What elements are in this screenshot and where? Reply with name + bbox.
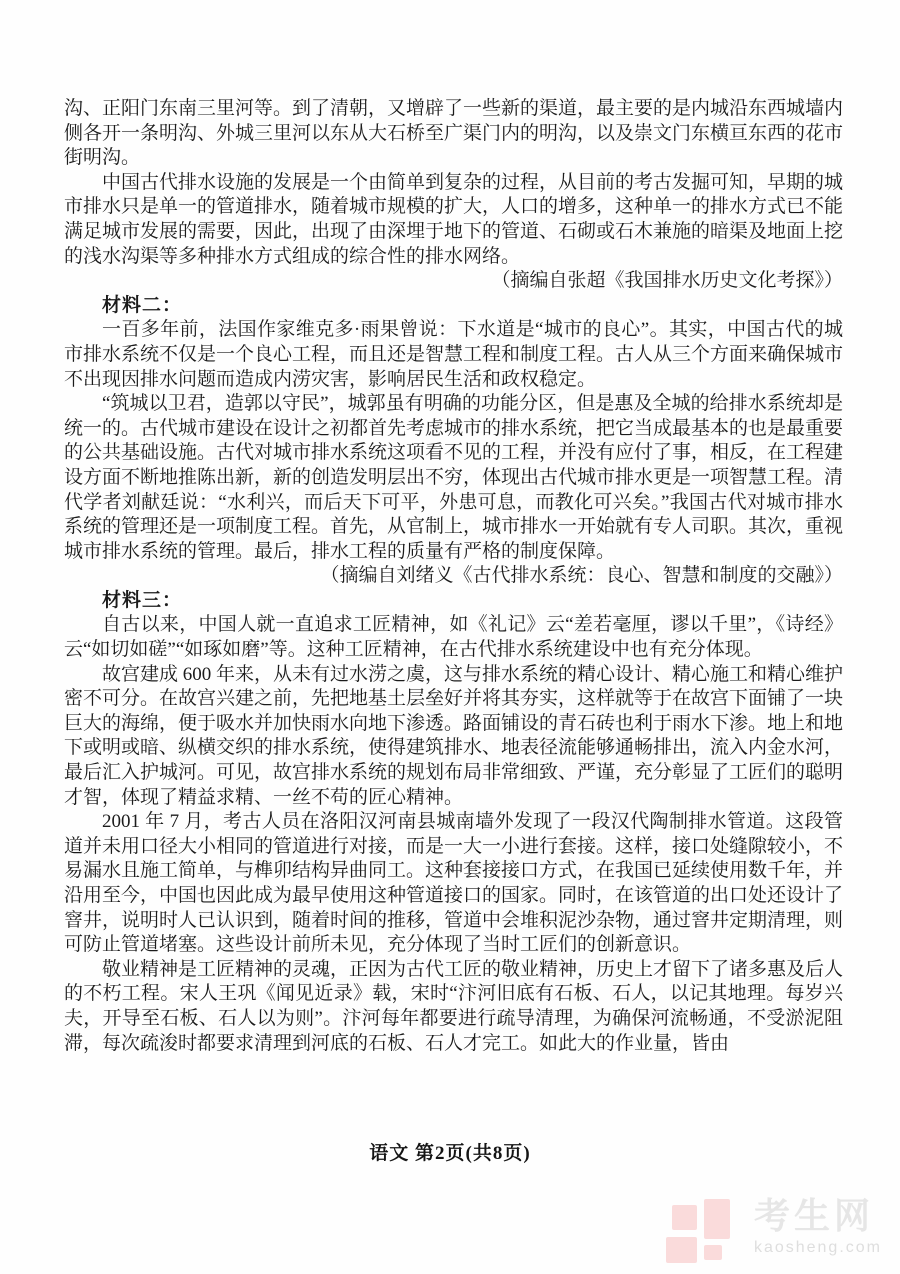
paragraph-material2-1: 一百多年前，法国作家维克多·雨果曾说：下水道是“城市的良心”。其实，中国古代的城市排水系统不仅是一个良心工程，而且还是智慧工程和制度工程。古人从三个方面来确保城市不出现因排水问题而造成内涝灾害，影响居民生活和政权稳定。 (64, 319, 844, 390)
material-3-heading: 材料三： (102, 589, 183, 611)
paragraph-continuation: 沟、正阳门东南三里河等。到了清朝，又增辟了一些新的渠道，最主要的是内城沿东西城墙内侧各开一条明沟、外城三里河以东从大石桥至广渠门内的明沟，以及崇文门东横亘东西的花市街明沟。 (64, 98, 844, 169)
watermark-site-url: kaosheng.com (753, 1239, 882, 1256)
paragraph-material3-4: 敬业精神是工匠精神的灵魂，正因为古代工匠的敬业精神，历史上才留下了诸多惠及后人的不朽工程。宋人王巩《闻见近录》载，宋时“汴河旧底有石板、石人，以记其地理。每岁兴夫，开导至石板、石人以为则”。汴河每年都要进行疏导清理，为确保河流畅通，不受淤泥阻滞，每次疏浚时都要求清理到河底的石板、石人才完工。如此大的作业量，皆由 (64, 958, 844, 1054)
watermark-site-name: 考生网 (753, 1195, 874, 1236)
source-attribution-1: （摘编自张超《我国排水历史文化考探》） (491, 270, 843, 292)
document-body (64, 97, 843, 1056)
kaosheng-logo-icon (664, 1198, 744, 1264)
paragraph-material3-1: 自古以来，中国人就一直追求工匠精神，如《礼记》云“差若毫厘，谬以千里”，《诗经》云“如切如磋”“如琢如磨”等。这种工匠精神，在古代排水系统建设中也有充分体现。 (64, 614, 843, 661)
paragraph-material3-3: 2001 年 7 月，考古人员在洛阳汉河南县城南墙外发现了一段汉代陶制排水管道。这段管道并未用口径大小相同的管道进行对接，而是一大一小进行套接。这样，接口处缝隙较小，不易漏水且施工简单，与榫卯结构异曲同工。这种套接接口方式，在我国已延续使用数千年，并沿用至今，中国也因此成为最早使用这种管道接口的国家。同时，在该管道的出口处还设计了窨井，说明时人已认识到，随着时间的推移，管道中会堆积泥沙杂物，通过窨井定期清理，则可防止管道堵塞。这些设计前所未见，充分体现了当时工匠们的创新意识。 (64, 811, 844, 956)
material-2-heading: 材料二： (102, 294, 183, 316)
watermark-text (753, 1195, 882, 1256)
source-attribution-2: （摘编自刘绪义《古代排水系统：良心、智慧和制度的交融》） (320, 565, 843, 587)
kaosheng-watermark (664, 1195, 882, 1264)
paragraph-material3-2: 故宫建成 600 年来，从未有过水涝之虞，这与排水系统的精心设计、精心施工和精心维护密不可分。在故宫兴建之前，先把地基土层垒好并将其夯实，这样就等于在故宫下面铺了一块巨大的海绵，便于吸水并加快雨水向地下渗透。路面铺设的青石砖也利于雨水下渗。地上和地下或明或暗、纵横交织的排水系统，使得建筑排水、地表径流能够通畅排出，流入内金水河，最后汇入护城河。可见，故宫排水系统的规划布局非常细致、严谨，充分彰显了工匠们的聪明才智，体现了精益求精、一丝不苟的匠心精神。 (64, 663, 844, 808)
paragraph-material1-2: 中国古代排水设施的发展是一个由简单到复杂的过程，从目前的考古发掘可知，早期的城市排水只是单一的管道排水，随着城市规模的扩大，人口的增多，这种单一的排水方式已不能满足城市发展的需要，因此，出现了由深埋于地下的管道、石砌或石木兼施的暗渠及地面上挖的浅水沟渠等多种排水方式组成的综合性的排水网络。 (64, 171, 844, 267)
page-number-footer: 语文 第2页(共8页) (369, 1143, 531, 1164)
paragraph-material2-2: “筑城以卫君，造郭以守民”，城郭虽有明确的功能分区，但是惠及全城的给排水系统却是统一的。古代城市建设在设计之初都首先考虑城市的排水系统，把它当成最基本的也是最重要的公共基础设施。古代对城市排水系统这项看不见的工程，并没有应付了事，相反，在工程建设方面不断地推陈出新，新的创造发明层出不穷，体现出古代城市排水更是一项智慧工程。清代学者刘献廷说：“水利兴，而后天下可平，外患可息，而教化可兴矣。”我国古代对城市排水系统的管理还是一项制度工程。首先，从官制上，城市排水一开始就有专人司职。其次，重视城市排水系统的管理。最后，排水工程的质量有严格的制度保障。 (64, 393, 844, 562)
